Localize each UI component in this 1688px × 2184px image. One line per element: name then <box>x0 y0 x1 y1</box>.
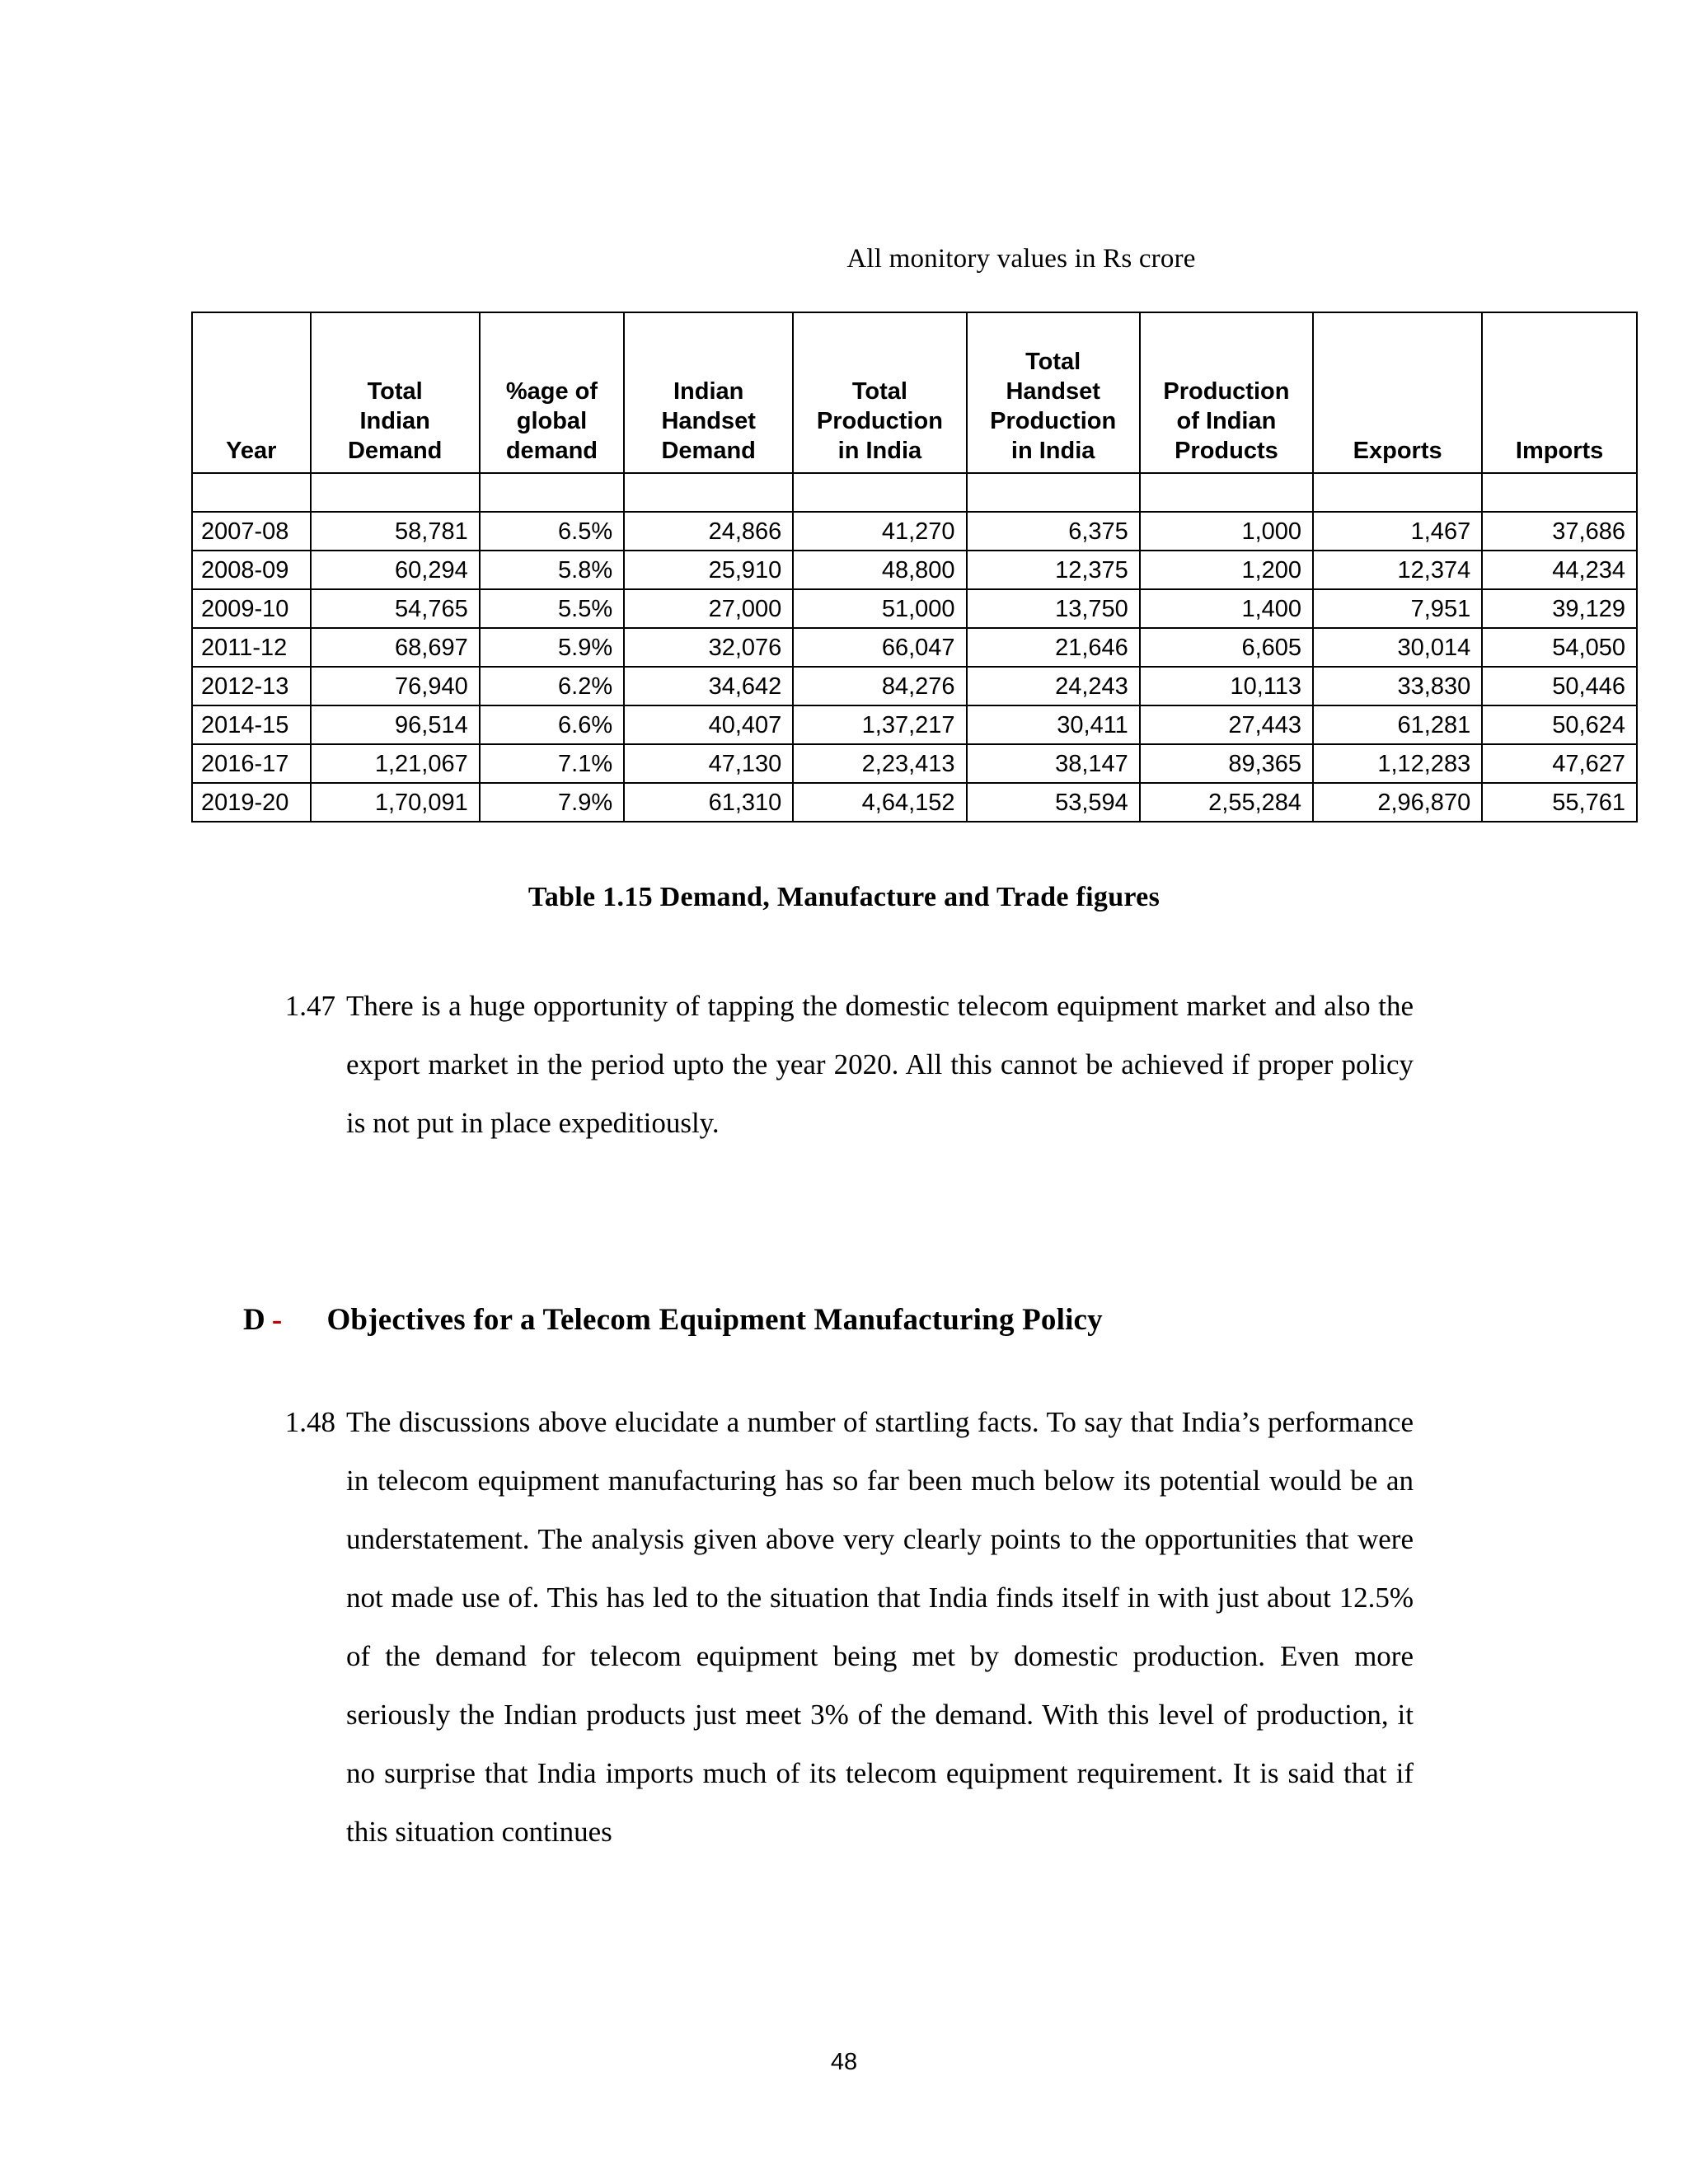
section-heading-d <box>243 1302 1438 1338</box>
cell-total-handset-production-in-india: 21,646 <box>967 628 1140 667</box>
paragraph-1-48 <box>243 1393 1414 1861</box>
cell-year: 2014-15 <box>192 705 311 744</box>
cell-exports: 33,830 <box>1313 667 1482 705</box>
cell-total-production-in-india: 1,37,217 <box>793 705 966 744</box>
cell-indian-handset-demand: 34,642 <box>624 667 793 705</box>
table-row <box>192 783 1637 822</box>
cell-exports: 1,467 <box>1313 512 1482 551</box>
cell-total-indian-demand: 60,294 <box>311 551 480 589</box>
cell-year: 2019-20 <box>192 783 311 822</box>
cell-pct-global-demand: 7.1% <box>480 744 624 783</box>
table-row <box>192 667 1637 705</box>
spacer-cell <box>192 473 311 512</box>
cell-imports: 55,761 <box>1482 783 1637 822</box>
cell-total-indian-demand: 1,21,067 <box>311 744 480 783</box>
cell-exports: 7,951 <box>1313 589 1482 628</box>
cell-year: 2008-09 <box>192 551 311 589</box>
cell-imports: 39,129 <box>1482 589 1637 628</box>
column-header-total-production-in-india: Total Production in India <box>793 312 966 473</box>
column-header-production-of-indian-products: Production of Indian Products <box>1140 312 1313 473</box>
cell-pct-global-demand: 6.6% <box>480 705 624 744</box>
cell-total-indian-demand: 1,70,091 <box>311 783 480 822</box>
table-header-row <box>192 312 1637 473</box>
cell-indian-handset-demand: 40,407 <box>624 705 793 744</box>
cell-total-production-in-india: 51,000 <box>793 589 966 628</box>
column-header-total-handset-production-in-india: Total Handset Production in India <box>967 312 1140 473</box>
table-row <box>192 512 1637 551</box>
cell-year: 2009-10 <box>192 589 311 628</box>
spacer-cell <box>1482 473 1637 512</box>
cell-imports: 47,627 <box>1482 744 1637 783</box>
column-header-total-indian-demand: Total Indian Demand <box>311 312 480 473</box>
cell-total-indian-demand: 76,940 <box>311 667 480 705</box>
table-row <box>192 551 1637 589</box>
cell-year: 2007-08 <box>192 512 311 551</box>
cell-imports: 37,686 <box>1482 512 1637 551</box>
cell-imports: 50,624 <box>1482 705 1637 744</box>
spacer-cell <box>793 473 966 512</box>
table-row <box>192 589 1637 628</box>
column-header-year: Year <box>192 312 311 473</box>
table-row <box>192 628 1637 667</box>
cell-production-of-indian-products: 89,365 <box>1140 744 1313 783</box>
section-dash: - <box>271 1303 283 1337</box>
spacer-cell <box>967 473 1140 512</box>
cell-total-handset-production-in-india: 24,243 <box>967 667 1140 705</box>
table-header <box>192 312 1637 473</box>
cell-total-handset-production-in-india: 30,411 <box>967 705 1140 744</box>
paragraph-1-47 <box>243 977 1414 1152</box>
demand-manufacture-trade-table <box>191 312 1638 823</box>
cell-year: 2016-17 <box>192 744 311 783</box>
paragraph-number: 1.47 <box>284 990 335 1022</box>
paragraph-text: The discussions above elucidate a number of startling facts. To say that India’s performance in telecom equipment manufacturing has so far been much below its potential would be an understatement. The analysis given above very clearly points to the opportunities that were not made use of. This has led to the situation that India finds itself in with just about 12.5% of the demand for telecom equipment being met by domestic production. Even more seriously the Indian products just meet 3% of the demand. With this level of production, it no surprise that India imports much of its telecom equipment requirement. It is said that if this situation continues <box>346 1406 1414 1848</box>
cell-total-handset-production-in-india: 38,147 <box>967 744 1140 783</box>
cell-indian-handset-demand: 47,130 <box>624 744 793 783</box>
cell-production-of-indian-products: 27,443 <box>1140 705 1313 744</box>
cell-total-indian-demand: 96,514 <box>311 705 480 744</box>
spacer-cell <box>624 473 793 512</box>
section-letter: D <box>243 1303 265 1337</box>
cell-total-production-in-india: 84,276 <box>793 667 966 705</box>
cell-production-of-indian-products: 1,400 <box>1140 589 1313 628</box>
cell-exports: 12,374 <box>1313 551 1482 589</box>
cell-total-handset-production-in-india: 53,594 <box>967 783 1140 822</box>
cell-pct-global-demand: 5.8% <box>480 551 624 589</box>
cell-total-indian-demand: 54,765 <box>311 589 480 628</box>
cell-production-of-indian-products: 2,55,284 <box>1140 783 1313 822</box>
cell-total-handset-production-in-india: 12,375 <box>967 551 1140 589</box>
cell-year: 2012-13 <box>192 667 311 705</box>
cell-exports: 2,96,870 <box>1313 783 1482 822</box>
column-header-exports: Exports <box>1313 312 1482 473</box>
spacer-cell <box>1140 473 1313 512</box>
cell-total-production-in-india: 66,047 <box>793 628 966 667</box>
cell-total-production-in-india: 4,64,152 <box>793 783 966 822</box>
cell-total-production-in-india: 2,23,413 <box>793 744 966 783</box>
data-table-container <box>191 312 1638 823</box>
cell-production-of-indian-products: 10,113 <box>1140 667 1313 705</box>
cell-total-handset-production-in-india: 13,750 <box>967 589 1140 628</box>
paragraph-number: 1.48 <box>284 1406 335 1438</box>
cell-pct-global-demand: 5.5% <box>480 589 624 628</box>
cell-indian-handset-demand: 27,000 <box>624 589 793 628</box>
column-header-imports: Imports <box>1482 312 1637 473</box>
column-header-indian-handset-demand: Indian Handset Demand <box>624 312 793 473</box>
cell-indian-handset-demand: 25,910 <box>624 551 793 589</box>
cell-indian-handset-demand: 24,866 <box>624 512 793 551</box>
table-units-note-text: All monitory values in Rs crore <box>846 244 1196 274</box>
cell-total-indian-demand: 58,781 <box>311 512 480 551</box>
cell-exports: 1,12,283 <box>1313 744 1482 783</box>
table-body <box>192 473 1637 822</box>
table-spacer-row <box>192 473 1637 512</box>
cell-year: 2011-12 <box>192 628 311 667</box>
column-header-pct-global-demand: %age of global demand <box>480 312 624 473</box>
table-units-note <box>0 244 1688 274</box>
spacer-cell <box>311 473 480 512</box>
table-row <box>192 705 1637 744</box>
table-row <box>192 744 1637 783</box>
table-caption: Table 1.15 Demand, Manufacture and Trade figures <box>528 882 1160 912</box>
cell-exports: 30,014 <box>1313 628 1482 667</box>
cell-production-of-indian-products: 1,000 <box>1140 512 1313 551</box>
cell-production-of-indian-products: 6,605 <box>1140 628 1313 667</box>
cell-total-production-in-india: 41,270 <box>793 512 966 551</box>
cell-imports: 44,234 <box>1482 551 1637 589</box>
cell-pct-global-demand: 5.9% <box>480 628 624 667</box>
cell-total-indian-demand: 68,697 <box>311 628 480 667</box>
cell-pct-global-demand: 6.2% <box>480 667 624 705</box>
cell-imports: 50,446 <box>1482 667 1637 705</box>
cell-indian-handset-demand: 32,076 <box>624 628 793 667</box>
page-number: 48 <box>830 2049 858 2075</box>
cell-indian-handset-demand: 61,310 <box>624 783 793 822</box>
cell-imports: 54,050 <box>1482 628 1637 667</box>
cell-production-of-indian-products: 1,200 <box>1140 551 1313 589</box>
cell-pct-global-demand: 6.5% <box>480 512 624 551</box>
paragraph-text: There is a huge opportunity of tapping the domestic telecom equipment market and also the export market in the period upto the year 2020. All this cannot be achieved if proper policy is not put in place expeditiously. <box>346 990 1414 1139</box>
cell-exports: 61,281 <box>1313 705 1482 744</box>
cell-pct-global-demand: 7.9% <box>480 783 624 822</box>
cell-total-handset-production-in-india: 6,375 <box>967 512 1140 551</box>
spacer-cell <box>480 473 624 512</box>
section-title: Objectives for a Telecom Equipment Manufacturing Policy <box>326 1303 1103 1337</box>
spacer-cell <box>1313 473 1482 512</box>
cell-total-production-in-india: 48,800 <box>793 551 966 589</box>
